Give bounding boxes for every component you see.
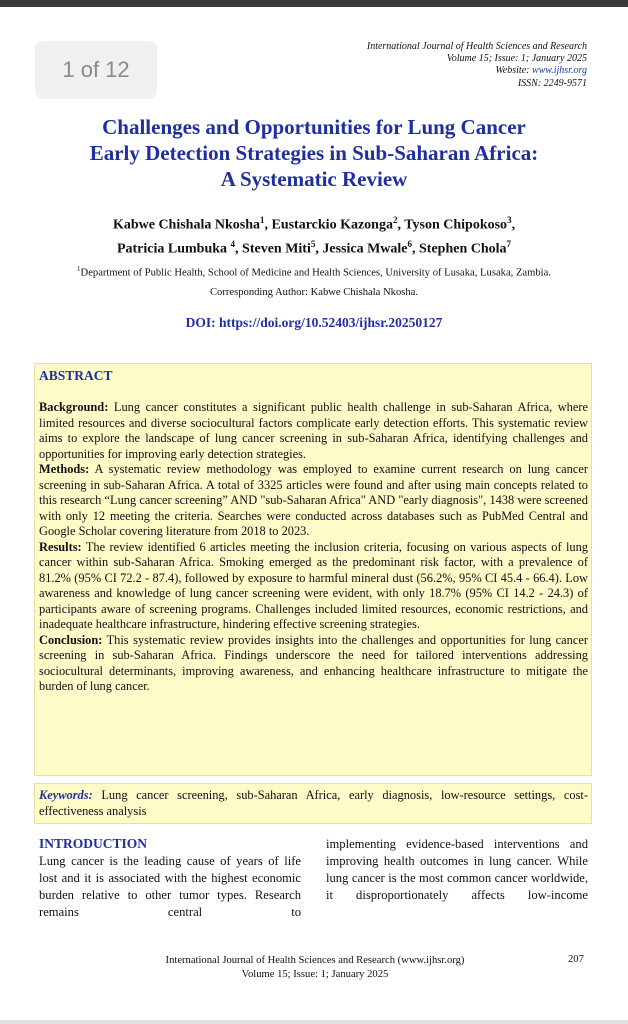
abstract-methods	[39, 462, 588, 540]
journal-issue: Volume 15; Issue: 1; January 2025	[446, 53, 587, 65]
journal-website-line	[367, 65, 587, 77]
author-name: Kabwe Chishala Nkosha	[112, 217, 260, 233]
author-sep: ,	[511, 217, 516, 233]
author-sep: ,	[397, 217, 405, 233]
bottom-bar	[0, 1020, 628, 1024]
affiliation-sup: 1	[77, 265, 81, 273]
author-name: Stephen Chola	[419, 241, 507, 257]
results-label: Results:	[39, 539, 82, 554]
introduction-heading: INTRODUCTION	[39, 836, 148, 851]
author-name: Jessica Mwale	[322, 241, 408, 257]
title-line: Early Detection Strategies in Sub-Saharan Africa:	[89, 141, 539, 165]
author-line-2	[40, 235, 588, 259]
author-sup: 1	[259, 215, 265, 225]
introduction-column-left: Lung cancer is the leading cause of years of life lost and it is associated with the highest economic burden relative to other tumor types. Research remains central to	[39, 854, 301, 919]
author-name: Patricia Lumbuka	[116, 241, 231, 257]
abstract-heading: ABSTRACT	[39, 368, 113, 383]
introduction-column-right: implementing evidence-based interventions and improving health outcomes in lung cancer. While lung cancer is the most common cancer worldwide, it disproportionately affects low-income	[326, 837, 588, 902]
footer-issue: Volume 15; Issue: 1; January 2025	[241, 969, 389, 980]
results-text: The review identified 6 articles meeting the inclusion criteria, focusing on various aspects of lung cancer within sub-Saharan Africa. Smoking emerged as the predominant risk factor, with a prevalence of 81.2% (95% CI 72.2 - 87.4), followed by exposure to harmful mineral dust (56.2%, 95% CI 45.4 - 66.4). Low awareness and knowledge of lung cancer screening were evident, with only 18.7% (95% CI 14.2 - 24.3) of participants aware of screening programs. Challenges included limited resources, economic restrictions, and inadequate healthcare infrastructure, hindering effective screening strategies.	[39, 539, 589, 631]
website-link[interactable]: www.ijhsr.org	[531, 65, 587, 77]
conclusion-text: This systematic review provides insights into the challenges and opportunities for lung cancer screening in sub-Saharan Africa. Findings underscore the need for tailored interventions addressing sociocultural determinants, improving awareness, and enhancing healthcare infrastructure to mitigate the burden of lung cancer.	[39, 632, 588, 693]
website-label: Website:	[495, 65, 530, 77]
author-sup: 3	[507, 215, 512, 225]
author-list	[40, 211, 588, 258]
page-indicator[interactable]: 1 of 12	[35, 41, 157, 99]
abstract-background	[39, 400, 588, 462]
doi-line	[40, 315, 588, 331]
top-bar	[0, 0, 628, 7]
methods-label: Methods:	[39, 462, 90, 476]
keywords	[39, 787, 588, 819]
author-sep: ,	[264, 217, 272, 233]
author-sep: ,	[315, 241, 323, 257]
footer-journal: International Journal of Health Sciences and Research (www.ijhsr.org)	[165, 955, 465, 966]
abstract-results	[39, 540, 588, 633]
paper-title	[40, 114, 588, 192]
author-sep: ,	[412, 241, 420, 257]
author-name: Eustarckio Kazonga	[271, 217, 393, 233]
conclusion-label: Conclusion:	[39, 632, 103, 647]
author-sup: 6	[407, 238, 413, 249]
methods-text: A systematic review methodology was employed to examine current research on lung cancer screening in sub-Saharan Africa. A total of 3325 articles were found and after using main concepts related to this research “Lung cancer screening” AND "sub-Saharan Africa" AND "early diagnosis", 1438 were screened with only 12 meeting the criteria. Searches were conducted across databases such as PubMed Central and Google Scholar covering literature from 2018 to 2023.	[39, 462, 588, 538]
author-sep: ,	[235, 241, 243, 257]
title-line: A Systematic Review	[220, 167, 408, 191]
author-sup: 5	[310, 238, 316, 249]
author-sup: 2	[392, 215, 398, 225]
abstract-conclusion	[39, 633, 588, 695]
keywords-label: Keywords:	[39, 788, 93, 802]
journal-name: International Journal of Health Sciences and Research	[366, 41, 587, 52]
affiliation-text: Department of Public Health, School of Medicine and Health Sciences, University of Lusaka, Lusaka, Zambia.	[80, 267, 551, 279]
background-label: Background:	[39, 400, 109, 414]
journal-issn: ISSN: 2249-9571	[517, 77, 587, 89]
keywords-text: Lung cancer screening, sub-Saharan Africa, early diagnosis, low-resource settings, cost-effectiveness analysis	[39, 788, 588, 818]
author-sup: 7	[506, 238, 512, 249]
affiliation	[40, 262, 588, 281]
author-line-1	[40, 211, 588, 235]
author-name: Steven Miti	[242, 241, 311, 257]
author-name: Tyson Chipokoso	[404, 217, 508, 233]
doi-link[interactable]: https://doi.org/10.52403/ijhsr.20250127	[218, 315, 443, 330]
background-text: Lung cancer constitutes a significant public health challenge in sub-Saharan Africa, where limited resources and diverse sociocultural factors complicate early detection efforts. This systematic review aims to explore the landscape of lung cancer screening in sub-Saharan Africa, identifying challenges and opportunities for improving early detection strategies.	[39, 400, 588, 461]
doi-label: DOI:	[185, 315, 216, 330]
page-footer	[130, 954, 500, 982]
journal-header	[367, 41, 587, 90]
abstract-body	[39, 400, 588, 695]
author-sup: 4	[230, 238, 236, 249]
title-line: Challenges and Opportunities for Lung Cancer	[102, 115, 526, 139]
corresponding-author: Corresponding Author: Kabwe Chishala Nkosha.	[209, 287, 419, 298]
page-number: 207	[568, 954, 584, 965]
